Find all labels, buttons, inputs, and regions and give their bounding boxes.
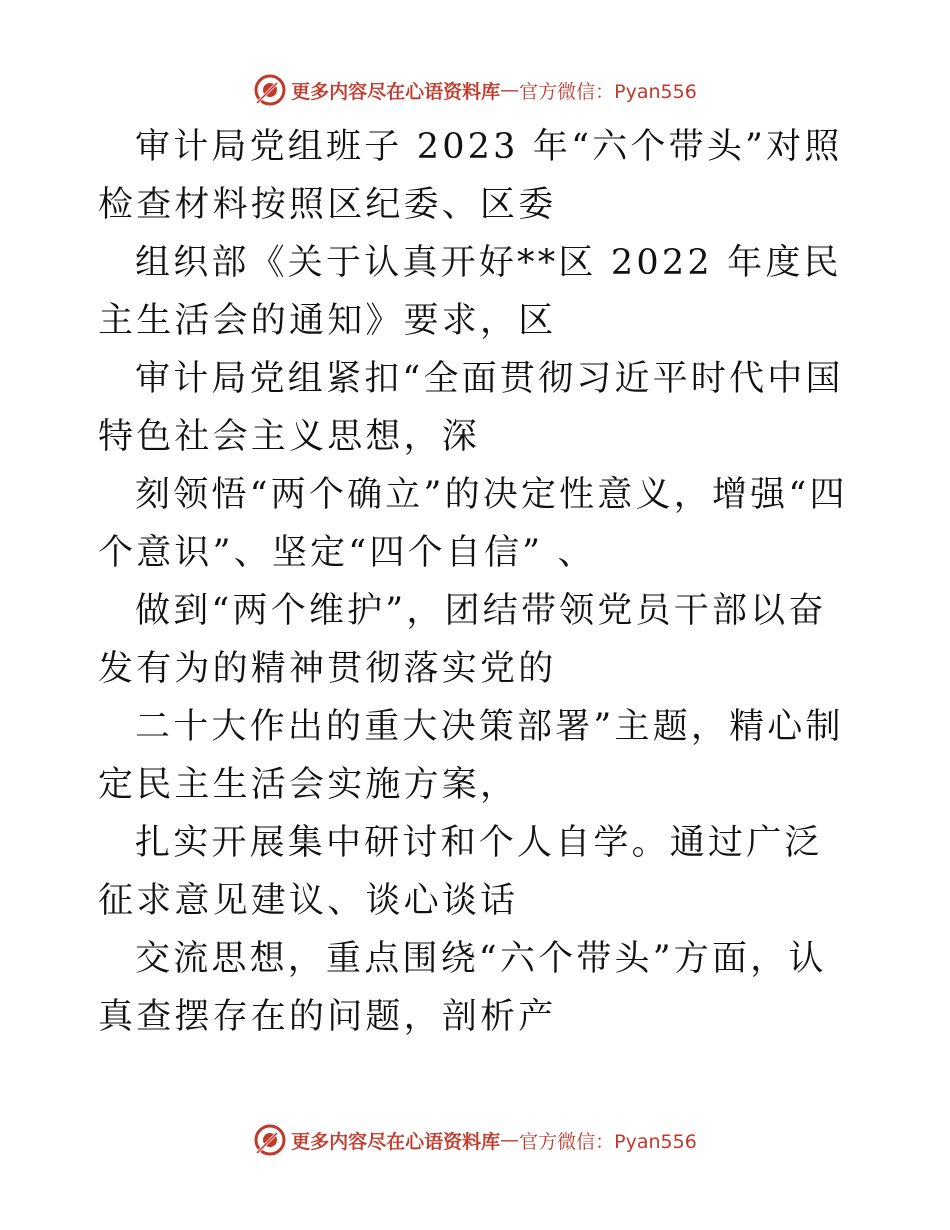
paragraph: 做到“两个维护”，团结带领党员干部以奋发有为的精神贯彻落实党的 [98, 591, 827, 689]
paragraph: 刻领悟“两个确立”的决定性意义，增强“四个意识”、坚定“四个自信” 、 [98, 475, 848, 573]
document-body [98, 118, 858, 1046]
watermark-separator: — [500, 1129, 520, 1151]
watermark-brand: 更多内容尽在心语资料库 [291, 1130, 501, 1153]
paragraph: 扎实开展集中研讨和个人自学。通过广泛征求意见建议、谈心谈话 [98, 823, 823, 921]
watermark-brand: 更多内容尽在心语资料库 [291, 80, 501, 103]
brand-logo-icon [253, 1123, 287, 1157]
paragraph: 组织部《关于认真开好**区 2022 年度民主生活会的通知》要求，区 [98, 243, 842, 341]
watermark-wechat: 官方微信：Pyan556 [519, 80, 697, 103]
watermark-wechat: 官方微信：Pyan556 [519, 1130, 697, 1153]
watermark-separator: — [500, 79, 520, 101]
footer-watermark [0, 1120, 950, 1160]
paragraph: 二十大作出的重大决策部署”主题，精心制定民主生活会实施方案， [98, 707, 844, 805]
brand-logo-icon [253, 73, 287, 107]
paragraph: 审计局党组紧扣“全面贯彻习近平时代中国特色社会主义思想，深 [98, 359, 844, 457]
paragraph: 审计局党组班子 2023 年“六个带头”对照检查材料按照区纪委、区委 [98, 127, 843, 225]
paragraph: 交流思想，重点围绕“六个带头”方面，认真查摆存在的问题，剖析产 [98, 939, 827, 1037]
header-watermark [0, 70, 950, 110]
